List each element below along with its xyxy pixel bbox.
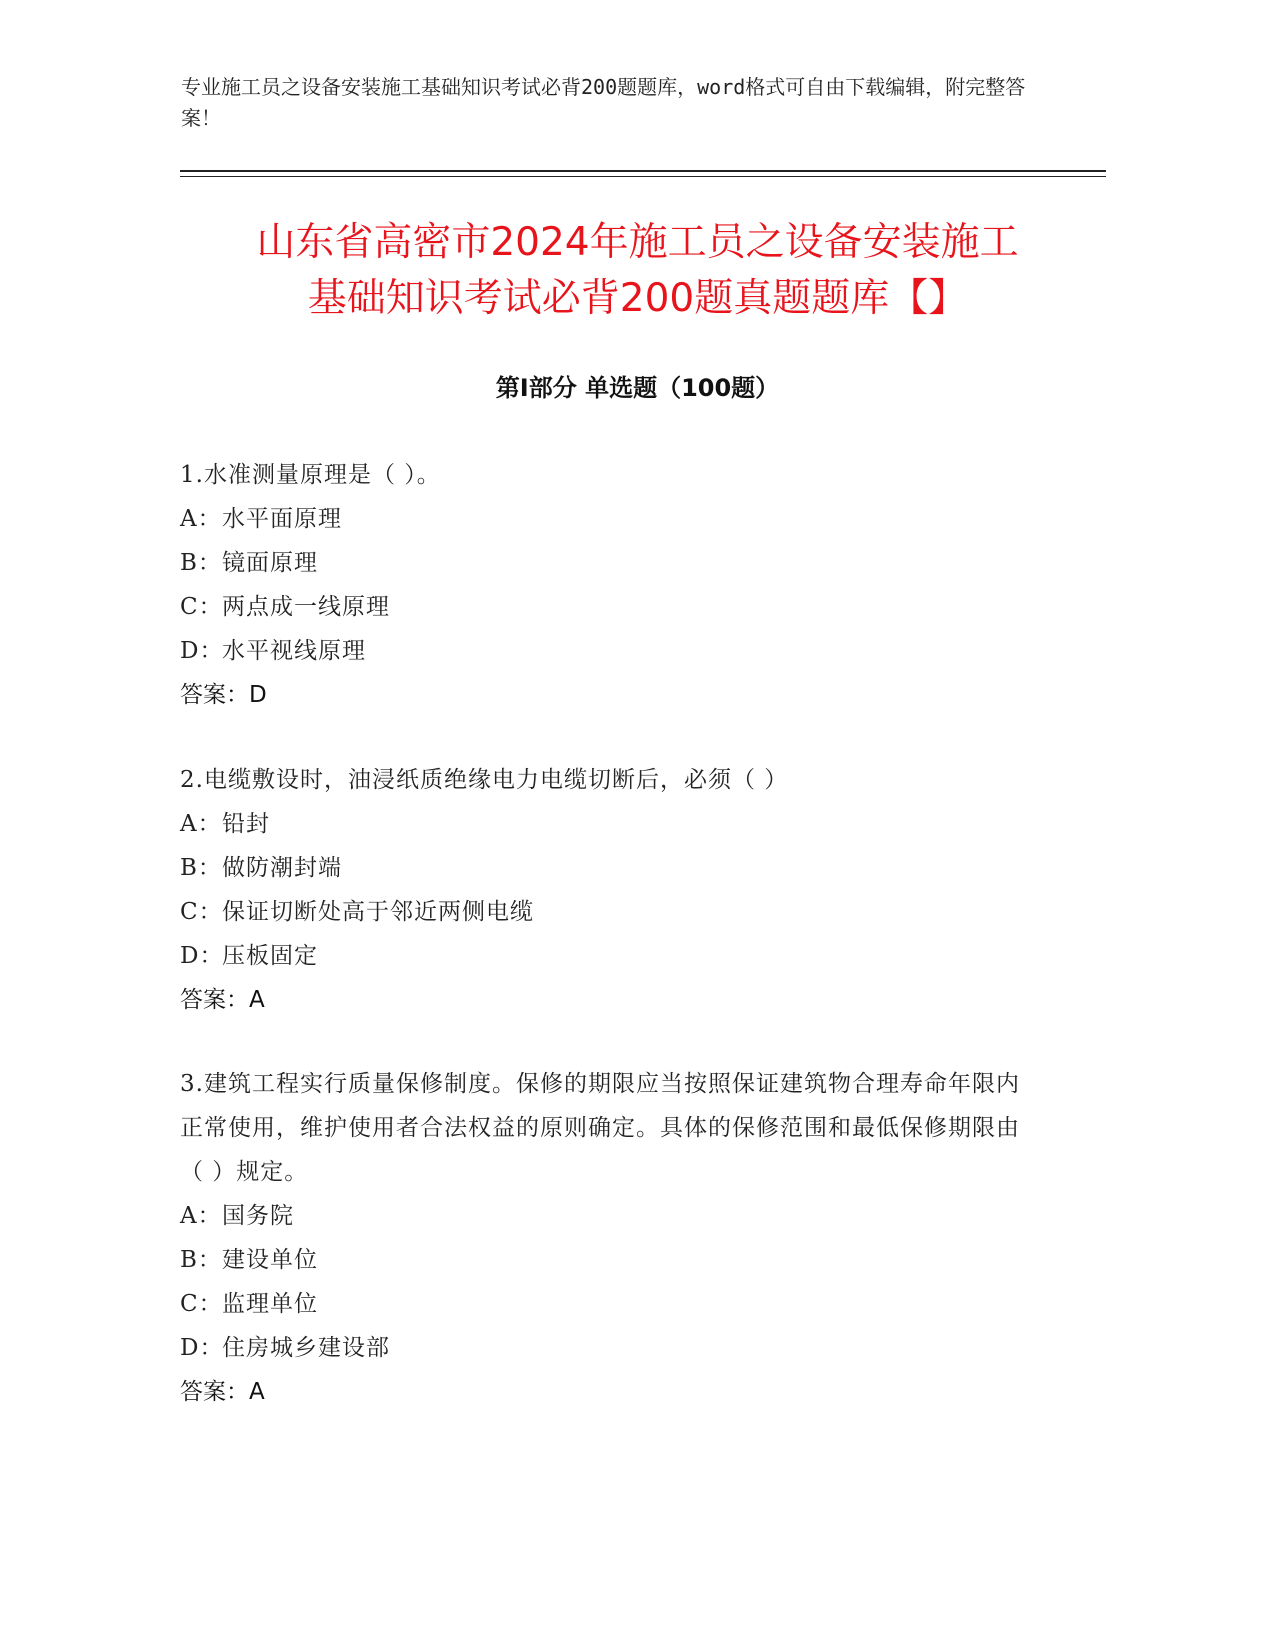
question-stem: 3.建筑工程实行质量保修制度。保修的期限应当按照保证建筑物合理寿命年限内正常使用，维护使用者合法权益的原则确定。具体的保修范围和最低保修期限由（ ）规定。 (180, 1071, 1020, 1185)
option-letter: B： (180, 855, 222, 881)
option-d (180, 1326, 1040, 1370)
option-letter: A： (180, 506, 222, 532)
question-stem: 1.水准测量原理是（ ）。 (180, 462, 441, 488)
option-letter: C： (180, 1291, 223, 1317)
option-c (180, 890, 1040, 934)
answer: 答案：D (180, 682, 267, 708)
header-divider-thin (180, 176, 1106, 177)
document-title (130, 215, 1145, 327)
option-a (180, 1194, 1040, 1238)
option-d (180, 629, 1040, 673)
option-letter: D： (180, 638, 224, 664)
question-1 (180, 453, 1040, 717)
option-b (180, 1238, 1040, 1282)
option-letter: B： (180, 1247, 222, 1273)
option-c (180, 1282, 1040, 1326)
header-divider-thick (180, 170, 1106, 172)
option-b (180, 541, 1040, 585)
option-text: 建设单位 (222, 1247, 318, 1273)
option-letter: C： (180, 594, 223, 620)
section-heading: 第Ⅰ部分 单选题（100题） (495, 374, 780, 402)
option-letter: D： (180, 943, 224, 969)
document-title-line-2: 基础知识考试必背200题真题题库【】 (307, 276, 968, 321)
option-text: 水平视线原理 (222, 638, 366, 664)
option-text: 保证切断处高于邻近两侧电缆 (222, 899, 534, 925)
option-d (180, 934, 1040, 978)
answer: 答案：A (180, 1379, 265, 1405)
question-2 (180, 758, 1040, 1022)
document-title-line-1: 山东省高密市2024年施工员之设备安装施工 (256, 220, 1019, 265)
option-letter: C： (180, 899, 223, 925)
option-text: 镜面原理 (222, 550, 318, 576)
option-letter: B： (180, 550, 222, 576)
option-text: 铅封 (222, 811, 270, 837)
option-text: 水平面原理 (222, 506, 342, 532)
option-letter: D： (180, 1335, 224, 1361)
question-3 (180, 1062, 1040, 1414)
answer: 答案：A (180, 987, 265, 1013)
option-text: 两点成一线原理 (222, 594, 390, 620)
option-text: 国务院 (222, 1203, 294, 1229)
option-b (180, 846, 1040, 890)
header-note: 专业施工员之设备安装施工基础知识考试必背200题题库，word格式可自由下载编辑，附完整答案！ (181, 75, 1026, 130)
option-a (180, 497, 1040, 541)
option-text: 监理单位 (222, 1291, 318, 1317)
option-text: 做防潮封端 (222, 855, 342, 881)
option-a (180, 802, 1040, 846)
option-text: 压板固定 (222, 943, 318, 969)
option-letter: A： (180, 1203, 222, 1229)
option-text: 住房城乡建设部 (222, 1335, 390, 1361)
option-c (180, 585, 1040, 629)
question-stem: 2.电缆敷设时，油浸纸质绝缘电力电缆切断后，必须（ ） (180, 767, 789, 793)
option-letter: A： (180, 811, 222, 837)
